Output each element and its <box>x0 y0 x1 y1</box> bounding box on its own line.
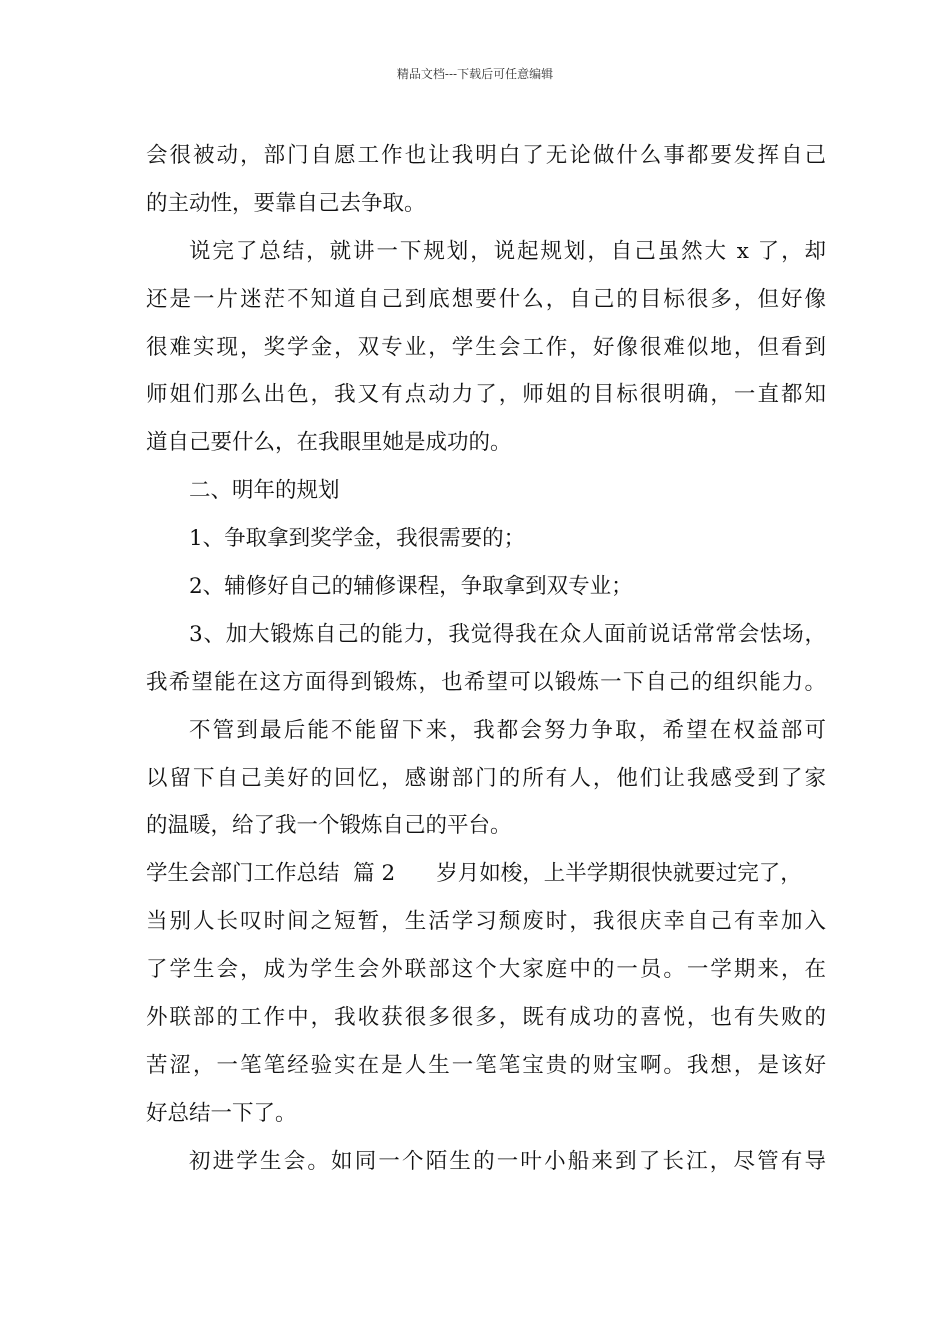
text-line: 说完了总结，就讲一下规划，说起规划，自己虽然大 x 了，却 <box>189 238 826 264</box>
text-line: 了学生会，成为学生会外联部这个大家庭中的一员。一学期来，在 <box>146 957 826 983</box>
text-line: 苦涩，一笔笔经验实在是人生一笔笔宝贵的财宝啊。我想，是该好 <box>146 1052 826 1078</box>
article-title-line: 学生会部门工作总结 篇 2 岁月如梭，上半学期很快就要过完了， <box>146 861 802 887</box>
section-heading: 二、明年的规划 <box>189 478 340 504</box>
text-line: 我希望能在这方面得到锻炼，也希望可以锻炼一下自己的组织能力。 <box>146 669 826 695</box>
list-item: 3、加大锻炼自己的能力，我觉得我在众人面前说话常常会怯场， <box>189 621 826 647</box>
text-line: 好总结一下了。 <box>146 1100 297 1126</box>
text-line: 的主动性，要靠自己去争取。 <box>146 190 426 216</box>
text-line: 道自己要什么，在我眼里她是成功的。 <box>146 430 512 456</box>
text-line: 当别人长叹时间之短暂，生活学习颓废时，我很庆幸自己有幸加入 <box>146 909 826 935</box>
text-line: 师姐们那么出色，我又有点动力了，师姐的目标很明确，一直都知 <box>146 382 826 408</box>
list-item: 2、辅修好自己的辅修课程，争取拿到双专业； <box>189 574 633 600</box>
text-line: 不管到最后能不能留下来，我都会努力争取，希望在权益部可 <box>189 717 826 743</box>
list-item: 1、争取拿到奖学金，我很需要的； <box>189 526 526 552</box>
text-line: 的温暖，给了我一个锻炼自己的平台。 <box>146 813 512 839</box>
document-body <box>146 132 826 1186</box>
text-line: 以留下自己美好的回忆，感谢部门的所有人，他们让我感受到了家 <box>146 765 826 791</box>
page-header: 精品文档---下载后可任意编辑 <box>396 67 554 81</box>
text-line: 会很被动，部门自愿工作也让我明白了无论做什么事都要发挥自己 <box>146 143 826 168</box>
text-line: 外联部的工作中，我收获很多很多，既有成功的喜悦，也有失败的 <box>146 1005 826 1031</box>
text-line: 很难实现，奖学金，双专业，学生会工作，好像很难似地，但看到 <box>146 334 826 360</box>
text-line: 初进学生会。如同一个陌生的一叶小船来到了长江，尽管有导 <box>189 1148 826 1174</box>
text-line: 还是一片迷茫不知道自己到底想要什么，自己的目标很多，但好像 <box>146 286 826 312</box>
